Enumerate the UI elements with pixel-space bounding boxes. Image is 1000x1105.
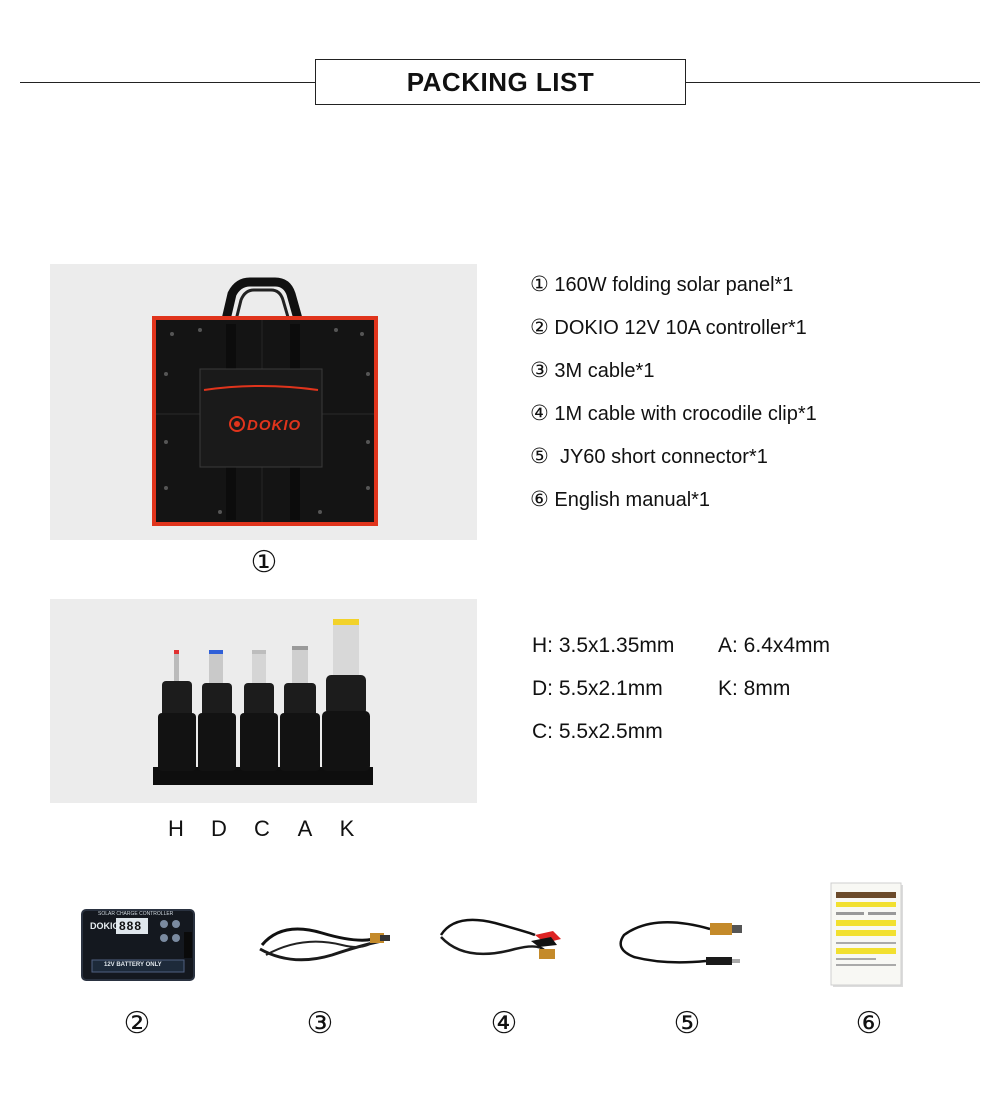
item-text: 1M cable with crocodile clip*1 bbox=[548, 403, 817, 425]
connector-letter: K bbox=[339, 816, 355, 841]
accessory-marker: ⑥ bbox=[855, 1006, 883, 1041]
crocodile-cable-icon bbox=[435, 905, 575, 970]
short-connector-image bbox=[614, 915, 754, 973]
dc-connectors-icon bbox=[50, 599, 477, 803]
accessory-marker: ② bbox=[123, 1006, 151, 1041]
item-text: DOKIO 12V 10A controller*1 bbox=[548, 317, 807, 339]
header-rule-right bbox=[685, 82, 980, 83]
connector-letter: A bbox=[297, 816, 313, 841]
item-number: ④ bbox=[530, 401, 549, 425]
connector-spec: A: 6.4x4mm bbox=[718, 634, 831, 657]
controller-bottom-label: 12V BATTERY ONLY bbox=[104, 962, 162, 968]
manual-image bbox=[830, 882, 904, 988]
connector-letter: H bbox=[168, 816, 184, 841]
crocodile-cable-image bbox=[435, 905, 575, 970]
accessory-marker: ③ bbox=[306, 1006, 334, 1041]
item-text: JY60 short connector*1 bbox=[548, 446, 768, 468]
connector-spec: C: 5.5x2.5mm bbox=[532, 720, 663, 743]
connectors-photo bbox=[50, 599, 477, 803]
item-number: ② bbox=[530, 315, 549, 339]
item-number: ① bbox=[530, 272, 549, 296]
item-text: 3M cable*1 bbox=[548, 360, 655, 382]
packing-list-item bbox=[530, 487, 710, 512]
page-title: PACKING LIST bbox=[315, 59, 686, 105]
solar-panel-photo bbox=[50, 264, 477, 540]
item-text: English manual*1 bbox=[548, 489, 711, 511]
packing-list-item bbox=[530, 315, 807, 340]
packing-list-item bbox=[530, 401, 817, 426]
controller-display: 888 bbox=[119, 919, 143, 933]
connector-letter: C bbox=[254, 816, 270, 841]
connector-spec: K: 8mm bbox=[718, 677, 791, 700]
accessory-marker: ④ bbox=[490, 1006, 518, 1041]
cable-3m-image bbox=[252, 915, 394, 970]
connector-letter: D bbox=[211, 816, 227, 841]
item-number: ⑥ bbox=[530, 487, 549, 511]
short-connector-icon bbox=[614, 915, 754, 973]
manual-icon bbox=[830, 882, 904, 988]
controller-top-label: SOLAR CHARGE CONTROLLER bbox=[98, 911, 174, 917]
packing-list-item bbox=[530, 444, 768, 469]
controller-brand: DOKIO bbox=[90, 921, 120, 931]
folding-bag-icon bbox=[50, 264, 477, 540]
item-number: ⑤ bbox=[530, 444, 549, 468]
controller-image bbox=[78, 908, 198, 983]
header-rule-left bbox=[20, 82, 315, 83]
accessory-marker: ⑤ bbox=[673, 1006, 701, 1041]
item-number: ③ bbox=[530, 358, 549, 382]
connector-spec: H: 3.5x1.35mm bbox=[532, 634, 675, 657]
item-text: 160W folding solar panel*1 bbox=[548, 274, 794, 296]
panel-marker: ① bbox=[250, 545, 278, 580]
connector-spec: D: 5.5x2.1mm bbox=[532, 677, 663, 700]
cable-3m-icon bbox=[252, 915, 394, 970]
packing-list-item bbox=[530, 358, 654, 383]
brand-logo: DOKIO bbox=[247, 417, 302, 434]
packing-list-item bbox=[530, 272, 793, 297]
